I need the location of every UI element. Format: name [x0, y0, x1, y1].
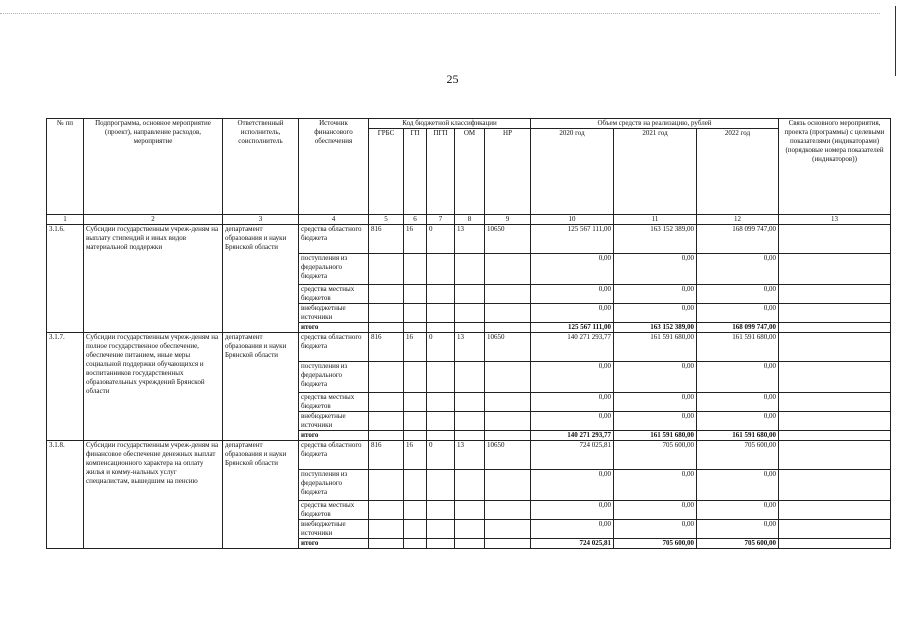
indicator-link	[779, 520, 891, 539]
indicator-link	[779, 539, 891, 549]
amount-2020: 0,00	[531, 412, 614, 431]
col-number: 12	[697, 215, 779, 225]
empty-code-cell	[404, 470, 427, 501]
empty-code-cell	[427, 501, 455, 520]
empty-code-cell	[455, 285, 485, 304]
empty-code-cell	[369, 501, 404, 520]
amount-2020: 0,00	[531, 254, 614, 285]
col-number: 10	[531, 215, 614, 225]
amount-2021: 0,00	[614, 520, 697, 539]
indicator-link	[779, 225, 891, 254]
amount-2020: 0,00	[531, 470, 614, 501]
total-2022: 161 591 680,00	[697, 431, 779, 441]
code-nr: 10650	[485, 225, 531, 254]
empty-code-cell	[369, 362, 404, 393]
empty-code-cell	[485, 412, 531, 431]
amount-2021: 0,00	[614, 362, 697, 393]
total-2021: 705 600,00	[614, 539, 697, 549]
empty-code-cell	[455, 304, 485, 323]
empty-code-cell	[404, 362, 427, 393]
indicator-link	[779, 470, 891, 501]
header-2021: 2021 год	[614, 129, 697, 215]
responsible-executor: департамент образования и науки Брянской области	[223, 225, 299, 333]
budget-table	[46, 118, 891, 549]
empty-code-cell	[369, 254, 404, 285]
funding-source: средства областного бюджета	[299, 333, 369, 362]
col-number: 9	[485, 215, 531, 225]
indicator-link	[779, 441, 891, 470]
amount-2021: 0,00	[614, 412, 697, 431]
col-number: 7	[427, 215, 455, 225]
empty-code-cell	[404, 501, 427, 520]
code-gp: 16	[404, 441, 427, 470]
header-grbs: ГРБС	[369, 129, 404, 215]
total-label: итого	[299, 323, 369, 333]
indicator-link	[779, 285, 891, 304]
col-number: 4	[299, 215, 369, 225]
empty-code-cell	[404, 393, 427, 412]
header-budget-code: Код бюджетной классификации	[369, 119, 531, 129]
empty-code-cell	[404, 254, 427, 285]
row-number: 3.1.6.	[47, 225, 84, 333]
empty-code-cell	[369, 393, 404, 412]
header-gp: ГП	[404, 129, 427, 215]
empty-code-cell	[485, 431, 531, 441]
empty-code-cell	[485, 323, 531, 333]
amount-2021: 705 600,00	[614, 441, 697, 470]
funding-source: поступления из федерального бюджета	[299, 254, 369, 285]
funding-source: средства областного бюджета	[299, 441, 369, 470]
amount-2022: 0,00	[697, 412, 779, 431]
empty-code-cell	[485, 362, 531, 393]
indicator-link	[779, 431, 891, 441]
empty-code-cell	[485, 539, 531, 549]
empty-code-cell	[455, 501, 485, 520]
column-numbers-row	[47, 215, 891, 225]
funding-source: поступления из федерального бюджета	[299, 470, 369, 501]
amount-2021: 0,00	[614, 285, 697, 304]
col-number: 13	[779, 215, 891, 225]
empty-code-cell	[485, 470, 531, 501]
empty-code-cell	[404, 412, 427, 431]
indicator-link	[779, 362, 891, 393]
empty-code-cell	[485, 520, 531, 539]
empty-code-cell	[427, 304, 455, 323]
amount-2020: 724 025,81	[531, 441, 614, 470]
empty-code-cell	[485, 285, 531, 304]
code-pgp: 0	[427, 333, 455, 362]
amount-2020: 0,00	[531, 285, 614, 304]
indicator-link	[779, 304, 891, 323]
amount-2022: 705 600,00	[697, 441, 779, 470]
activity-name: Субсидии государственным учреж-деням на финансовое обеспечение денежных выплат компенсационного характера на оплату жилья и комму-нальных услуг специалистам, вышедшим на пенсию	[84, 441, 223, 549]
header-2022: 2022 год	[697, 129, 779, 215]
code-om: 13	[455, 333, 485, 362]
empty-code-cell	[427, 412, 455, 431]
amount-2022: 0,00	[697, 520, 779, 539]
activity-name: Субсидии государственным учреж-деням на выплату стипендий и иных видов материальной поддержки	[84, 225, 223, 333]
code-grbs: 816	[369, 225, 404, 254]
empty-code-cell	[369, 412, 404, 431]
col-number: 1	[47, 215, 84, 225]
funding-source: средства областного бюджета	[299, 225, 369, 254]
page-edge-mark	[895, 6, 896, 76]
empty-code-cell	[404, 539, 427, 549]
indicator-link	[779, 393, 891, 412]
amount-2021: 0,00	[614, 304, 697, 323]
empty-code-cell	[369, 539, 404, 549]
table-body	[47, 215, 891, 549]
col-number: 11	[614, 215, 697, 225]
amount-2020: 0,00	[531, 304, 614, 323]
empty-code-cell	[369, 304, 404, 323]
total-2021: 163 152 389,00	[614, 323, 697, 333]
empty-code-cell	[427, 362, 455, 393]
code-nr: 10650	[485, 333, 531, 362]
empty-code-cell	[455, 520, 485, 539]
empty-code-cell	[427, 393, 455, 412]
empty-code-cell	[369, 470, 404, 501]
amount-2020: 140 271 293,77	[531, 333, 614, 362]
total-2020: 140 271 293,77	[531, 431, 614, 441]
table-row	[47, 333, 891, 362]
empty-code-cell	[427, 470, 455, 501]
activity-name: Субсидии государственным учреж-деням на полное государственное обеспечение, обеспечение питанием, иные меры социальной поддержки обучающихся и воспитанников государственных образовательных учреждений Брянской области	[84, 333, 223, 441]
header-row-top	[47, 119, 891, 129]
empty-code-cell	[404, 520, 427, 539]
total-2020: 125 567 111,00	[531, 323, 614, 333]
funding-source: средства местных бюджетов	[299, 393, 369, 412]
empty-code-cell	[455, 323, 485, 333]
code-gp: 16	[404, 225, 427, 254]
code-om: 13	[455, 225, 485, 254]
amount-2021: 0,00	[614, 254, 697, 285]
total-label: итого	[299, 431, 369, 441]
header-om: ОМ	[455, 129, 485, 215]
page-number: 25	[446, 72, 459, 86]
amount-2022: 0,00	[697, 470, 779, 501]
header-no: № пп	[47, 119, 84, 215]
empty-code-cell	[455, 362, 485, 393]
empty-code-cell	[485, 393, 531, 412]
responsible-executor: департамент образования и науки Брянской области	[223, 441, 299, 549]
header-responsible: Ответственный исполнитель, соисполнитель	[223, 119, 299, 215]
amount-2022: 161 591 680,00	[697, 333, 779, 362]
total-2021: 161 591 680,00	[614, 431, 697, 441]
funding-source: поступления из федерального бюджета	[299, 362, 369, 393]
amount-2021: 0,00	[614, 470, 697, 501]
scan-artifact-line	[0, 13, 880, 14]
empty-code-cell	[455, 539, 485, 549]
funding-source: внебюджетные источники	[299, 304, 369, 323]
empty-code-cell	[485, 304, 531, 323]
empty-code-cell	[427, 323, 455, 333]
header-pgp: ПГП	[427, 129, 455, 215]
table-row	[47, 225, 891, 254]
code-grbs: 816	[369, 333, 404, 362]
code-pgp: 0	[427, 441, 455, 470]
amount-2020: 0,00	[531, 501, 614, 520]
code-grbs: 816	[369, 441, 404, 470]
header-source: Источник финансового обеспечения	[299, 119, 369, 215]
funding-source: средства местных бюджетов	[299, 285, 369, 304]
amount-2022: 0,00	[697, 285, 779, 304]
table-row	[47, 441, 891, 470]
indicator-link	[779, 412, 891, 431]
empty-code-cell	[404, 285, 427, 304]
amount-2022: 0,00	[697, 393, 779, 412]
empty-code-cell	[404, 323, 427, 333]
indicator-link	[779, 501, 891, 520]
empty-code-cell	[427, 539, 455, 549]
indicator-link	[779, 323, 891, 333]
empty-code-cell	[404, 431, 427, 441]
empty-code-cell	[455, 393, 485, 412]
header-2020: 2020 год	[531, 129, 614, 215]
code-pgp: 0	[427, 225, 455, 254]
empty-code-cell	[455, 470, 485, 501]
empty-code-cell	[369, 431, 404, 441]
amount-2021: 0,00	[614, 501, 697, 520]
amount-2020: 125 567 111,00	[531, 225, 614, 254]
code-nr: 10650	[485, 441, 531, 470]
empty-code-cell	[485, 501, 531, 520]
empty-code-cell	[404, 304, 427, 323]
empty-code-cell	[369, 285, 404, 304]
amount-2020: 0,00	[531, 520, 614, 539]
header-subprogram: Подпрограмма, основное мероприятие (проект), направление расходов, мероприятие	[84, 119, 223, 215]
total-2022: 168 099 747,00	[697, 323, 779, 333]
empty-code-cell	[455, 431, 485, 441]
empty-code-cell	[455, 412, 485, 431]
empty-code-cell	[427, 520, 455, 539]
col-number: 6	[404, 215, 427, 225]
empty-code-cell	[427, 285, 455, 304]
total-2020: 724 025,81	[531, 539, 614, 549]
amount-2022: 0,00	[697, 304, 779, 323]
col-number: 8	[455, 215, 485, 225]
amount-2021: 161 591 680,00	[614, 333, 697, 362]
amount-2022: 0,00	[697, 254, 779, 285]
code-gp: 16	[404, 333, 427, 362]
col-number: 2	[84, 215, 223, 225]
amount-2021: 163 152 389,00	[614, 225, 697, 254]
empty-code-cell	[369, 520, 404, 539]
indicator-link	[779, 333, 891, 362]
empty-code-cell	[455, 254, 485, 285]
indicator-link	[779, 254, 891, 285]
header-nr: НР	[485, 129, 531, 215]
header-link: Связь основного мероприятия, проекта (программы) с целевыми показателями (индикаторами) (порядковые номера показателей (индикаторов))	[779, 119, 891, 215]
empty-code-cell	[427, 254, 455, 285]
amount-2022: 0,00	[697, 362, 779, 393]
row-number: 3.1.7.	[47, 333, 84, 441]
col-number: 5	[369, 215, 404, 225]
funding-source: внебюджетные источники	[299, 520, 369, 539]
amount-2022: 0,00	[697, 501, 779, 520]
amount-2022: 168 099 747,00	[697, 225, 779, 254]
responsible-executor: департамент образования и науки Брянской области	[223, 333, 299, 441]
amount-2021: 0,00	[614, 393, 697, 412]
code-om: 13	[455, 441, 485, 470]
funding-source: средства местных бюджетов	[299, 501, 369, 520]
funding-source: внебюджетные источники	[299, 412, 369, 431]
col-number: 3	[223, 215, 299, 225]
total-2022: 705 600,00	[697, 539, 779, 549]
row-number: 3.1.8.	[47, 441, 84, 549]
header-volume: Объем средств на реализацию, рублей	[531, 119, 779, 129]
total-label: итого	[299, 539, 369, 549]
empty-code-cell	[485, 254, 531, 285]
amount-2020: 0,00	[531, 393, 614, 412]
amount-2020: 0,00	[531, 362, 614, 393]
empty-code-cell	[427, 431, 455, 441]
empty-code-cell	[369, 323, 404, 333]
